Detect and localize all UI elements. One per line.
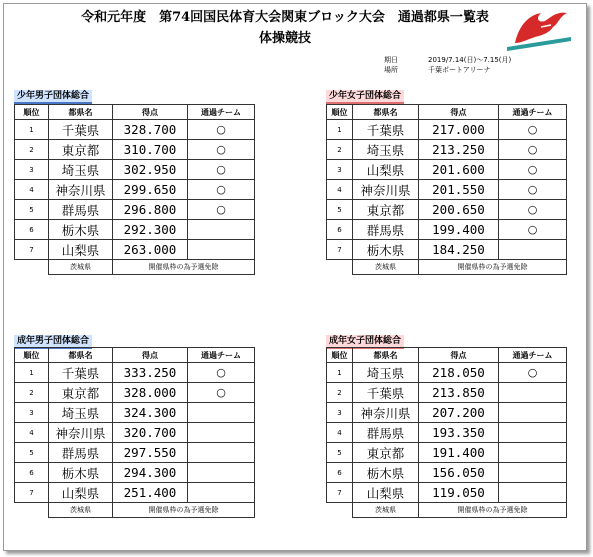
pref-cell: 群馬県 <box>353 423 419 443</box>
results-table <box>14 104 255 275</box>
block-title: 成年女子団体総合 <box>326 335 404 349</box>
rank-cell: 7 <box>15 483 49 503</box>
exempt-pref: 茨城県 <box>353 503 419 518</box>
pref-cell: 千葉県 <box>353 383 419 403</box>
exempt-pref: 茨城県 <box>353 260 419 275</box>
score-cell: 156.050 <box>419 463 499 483</box>
table-row <box>327 483 567 503</box>
pass-mark: ○ <box>499 200 567 220</box>
col-score: 得点 <box>419 105 499 120</box>
rank-cell: 1 <box>327 120 353 140</box>
table-row <box>15 160 255 180</box>
venue-line <box>384 65 511 75</box>
score-cell: 184.250 <box>419 240 499 260</box>
table-row <box>15 140 255 160</box>
score-cell: 201.600 <box>419 160 499 180</box>
rank-cell: 7 <box>327 483 353 503</box>
pref-cell: 神奈川県 <box>353 403 419 423</box>
score-cell: 119.050 <box>419 483 499 503</box>
pref-cell: 山梨県 <box>353 160 419 180</box>
rank-cell: 6 <box>15 220 49 240</box>
score-cell: 299.650 <box>113 180 188 200</box>
rank-cell: 5 <box>15 200 49 220</box>
block-title: 少年男子団体総合 <box>14 90 92 104</box>
pref-cell: 東京都 <box>49 383 113 403</box>
adult-women-block <box>326 335 566 535</box>
pref-cell: 神奈川県 <box>49 180 113 200</box>
pass-mark <box>188 483 255 503</box>
col-rank: 順位 <box>327 105 353 120</box>
rank-cell: 4 <box>327 180 353 200</box>
pass-mark: ○ <box>188 140 255 160</box>
col-score: 得点 <box>113 348 188 363</box>
table-row <box>15 463 255 483</box>
pass-mark <box>499 240 567 260</box>
pass-mark: ○ <box>188 180 255 200</box>
gymnast-mascot-icon <box>505 5 573 55</box>
score-cell: 213.250 <box>419 140 499 160</box>
score-cell: 207.200 <box>419 403 499 423</box>
exempt-note: 開催県枠の為予選免除 <box>419 503 567 518</box>
score-cell: 200.650 <box>419 200 499 220</box>
exempt-pref: 茨城県 <box>49 260 113 275</box>
table-row <box>327 423 567 443</box>
rank-cell: 2 <box>15 140 49 160</box>
table-row <box>327 403 567 423</box>
table-row <box>15 443 255 463</box>
results-table <box>326 104 567 275</box>
pass-mark: ○ <box>499 120 567 140</box>
score-cell: 297.550 <box>113 443 188 463</box>
rank-cell: 3 <box>327 160 353 180</box>
pref-cell: 栃木県 <box>353 240 419 260</box>
youth-men-block <box>14 90 254 290</box>
rank-cell: 4 <box>15 423 49 443</box>
col-rank: 順位 <box>15 105 49 120</box>
score-cell: 201.550 <box>419 180 499 200</box>
table-row <box>327 160 567 180</box>
table-row <box>327 200 567 220</box>
pref-cell: 山梨県 <box>49 240 113 260</box>
period-line <box>384 55 511 65</box>
exempt-row <box>15 503 255 518</box>
youth-women-block <box>326 90 566 290</box>
score-cell: 191.400 <box>419 443 499 463</box>
venue-label: 場所 <box>384 66 398 74</box>
period-value: 2019/7.14(日)～7.15(月) <box>428 56 512 64</box>
exempt-row <box>15 260 255 275</box>
table-row <box>15 383 255 403</box>
pref-cell: 栃木県 <box>353 463 419 483</box>
exempt-row <box>327 260 567 275</box>
table-row <box>327 463 567 483</box>
rank-cell: 1 <box>15 120 49 140</box>
table-row <box>15 220 255 240</box>
pass-mark <box>499 403 567 423</box>
rank-cell: 4 <box>15 180 49 200</box>
event-info <box>384 55 511 75</box>
col-score: 得点 <box>113 105 188 120</box>
pass-mark <box>499 443 567 463</box>
pass-mark <box>188 403 255 423</box>
pass-mark <box>499 483 567 503</box>
pass-mark: ○ <box>188 200 255 220</box>
header-row <box>15 105 255 120</box>
pass-mark: ○ <box>188 363 255 383</box>
table-row <box>15 240 255 260</box>
page-subtitle: 体操競技 <box>258 31 311 46</box>
pref-cell: 神奈川県 <box>353 180 419 200</box>
rank-cell: 3 <box>15 403 49 423</box>
score-cell: 199.400 <box>419 220 499 240</box>
rank-cell: 7 <box>15 240 49 260</box>
pass-mark: ○ <box>188 383 255 403</box>
rank-cell: 5 <box>327 200 353 220</box>
pref-cell: 東京都 <box>353 443 419 463</box>
col-pass: 通過チーム <box>188 348 255 363</box>
table-row <box>15 403 255 423</box>
pref-cell: 千葉県 <box>353 120 419 140</box>
col-pref: 都県名 <box>49 348 113 363</box>
pref-cell: 群馬県 <box>49 200 113 220</box>
pref-cell: 山梨県 <box>49 483 113 503</box>
pass-mark <box>188 240 255 260</box>
rank-cell: 1 <box>15 363 49 383</box>
score-cell: 263.000 <box>113 240 188 260</box>
header-row <box>327 105 567 120</box>
results-table <box>14 347 255 518</box>
rank-cell: 4 <box>327 423 353 443</box>
score-cell: 333.250 <box>113 363 188 383</box>
pass-mark: ○ <box>499 140 567 160</box>
rank-cell: 5 <box>15 443 49 463</box>
col-pref: 都県名 <box>353 348 419 363</box>
score-cell: 296.800 <box>113 200 188 220</box>
pref-cell: 山梨県 <box>353 483 419 503</box>
score-cell: 328.700 <box>113 120 188 140</box>
table-row <box>15 423 255 443</box>
score-cell: 302.950 <box>113 160 188 180</box>
pref-cell: 埼玉県 <box>353 363 419 383</box>
rank-cell: 2 <box>327 383 353 403</box>
rank-cell: 6 <box>327 463 353 483</box>
pref-cell: 栃木県 <box>49 220 113 240</box>
col-pref: 都県名 <box>49 105 113 120</box>
table-row <box>327 120 567 140</box>
rank-cell: 5 <box>327 443 353 463</box>
rank-cell: 2 <box>15 383 49 403</box>
rank-cell: 6 <box>327 220 353 240</box>
period-label: 期日 <box>384 56 398 64</box>
header-row <box>15 348 255 363</box>
table-row <box>327 240 567 260</box>
pref-cell: 栃木県 <box>49 463 113 483</box>
pref-cell: 埼玉県 <box>353 140 419 160</box>
pass-mark <box>499 383 567 403</box>
score-cell: 217.000 <box>419 120 499 140</box>
pass-mark: ○ <box>499 160 567 180</box>
col-pass: 通過チーム <box>188 105 255 120</box>
pref-cell: 東京都 <box>353 200 419 220</box>
pass-mark <box>499 423 567 443</box>
table-row <box>15 180 255 200</box>
col-pref: 都県名 <box>353 105 419 120</box>
pass-mark: ○ <box>188 160 255 180</box>
page-title: 令和元年度 第74回国民体育大会関東ブロック大会 通過都県一覧表 <box>81 10 489 25</box>
score-cell: 251.400 <box>113 483 188 503</box>
table-row <box>15 200 255 220</box>
score-cell: 320.700 <box>113 423 188 443</box>
pass-mark: ○ <box>499 363 567 383</box>
col-rank: 順位 <box>327 348 353 363</box>
rank-cell: 1 <box>327 363 353 383</box>
venue-value: 千葉ポートアリーナ <box>428 66 491 74</box>
rank-cell: 3 <box>327 403 353 423</box>
table-row <box>327 443 567 463</box>
score-cell: 324.300 <box>113 403 188 423</box>
col-pass: 通過チーム <box>499 105 567 120</box>
pref-cell: 埼玉県 <box>49 160 113 180</box>
block-title: 成年男子団体総合 <box>14 335 92 349</box>
table-row <box>327 220 567 240</box>
block-title: 少年女子団体総合 <box>326 90 404 104</box>
pref-cell: 埼玉県 <box>49 403 113 423</box>
score-cell: 292.300 <box>113 220 188 240</box>
pref-cell: 千葉県 <box>49 363 113 383</box>
score-cell: 328.000 <box>113 383 188 403</box>
header-row <box>327 348 567 363</box>
exempt-note: 開催県枠の為予選免除 <box>113 503 255 518</box>
pref-cell: 群馬県 <box>353 220 419 240</box>
table-row <box>15 483 255 503</box>
results-table <box>326 347 567 518</box>
exempt-pref: 茨城県 <box>49 503 113 518</box>
pass-mark: ○ <box>188 120 255 140</box>
score-cell: 193.350 <box>419 423 499 443</box>
exempt-note: 開催県枠の為予選免除 <box>419 260 567 275</box>
pass-mark: ○ <box>499 220 567 240</box>
score-cell: 218.050 <box>419 363 499 383</box>
table-row <box>327 383 567 403</box>
pass-mark <box>188 220 255 240</box>
pref-cell: 神奈川県 <box>49 423 113 443</box>
pass-mark <box>499 463 567 483</box>
score-cell: 294.300 <box>113 463 188 483</box>
pref-cell: 千葉県 <box>49 120 113 140</box>
table-row <box>15 363 255 383</box>
pref-cell: 群馬県 <box>49 443 113 463</box>
pref-cell: 東京都 <box>49 140 113 160</box>
col-pass: 通過チーム <box>499 348 567 363</box>
table-row <box>327 140 567 160</box>
table-row <box>327 180 567 200</box>
adult-men-block <box>14 335 254 535</box>
exempt-row <box>327 503 567 518</box>
rank-cell: 2 <box>327 140 353 160</box>
score-cell: 213.850 <box>419 383 499 403</box>
pass-mark <box>188 463 255 483</box>
table-row <box>327 363 567 383</box>
score-cell: 310.700 <box>113 140 188 160</box>
rank-cell: 3 <box>15 160 49 180</box>
pass-mark: ○ <box>499 180 567 200</box>
rank-cell: 7 <box>327 240 353 260</box>
exempt-note: 開催県枠の為予選免除 <box>113 260 255 275</box>
table-row <box>15 120 255 140</box>
col-score: 得点 <box>419 348 499 363</box>
rank-cell: 6 <box>15 463 49 483</box>
col-rank: 順位 <box>15 348 49 363</box>
pass-mark <box>188 443 255 463</box>
pass-mark <box>188 423 255 443</box>
